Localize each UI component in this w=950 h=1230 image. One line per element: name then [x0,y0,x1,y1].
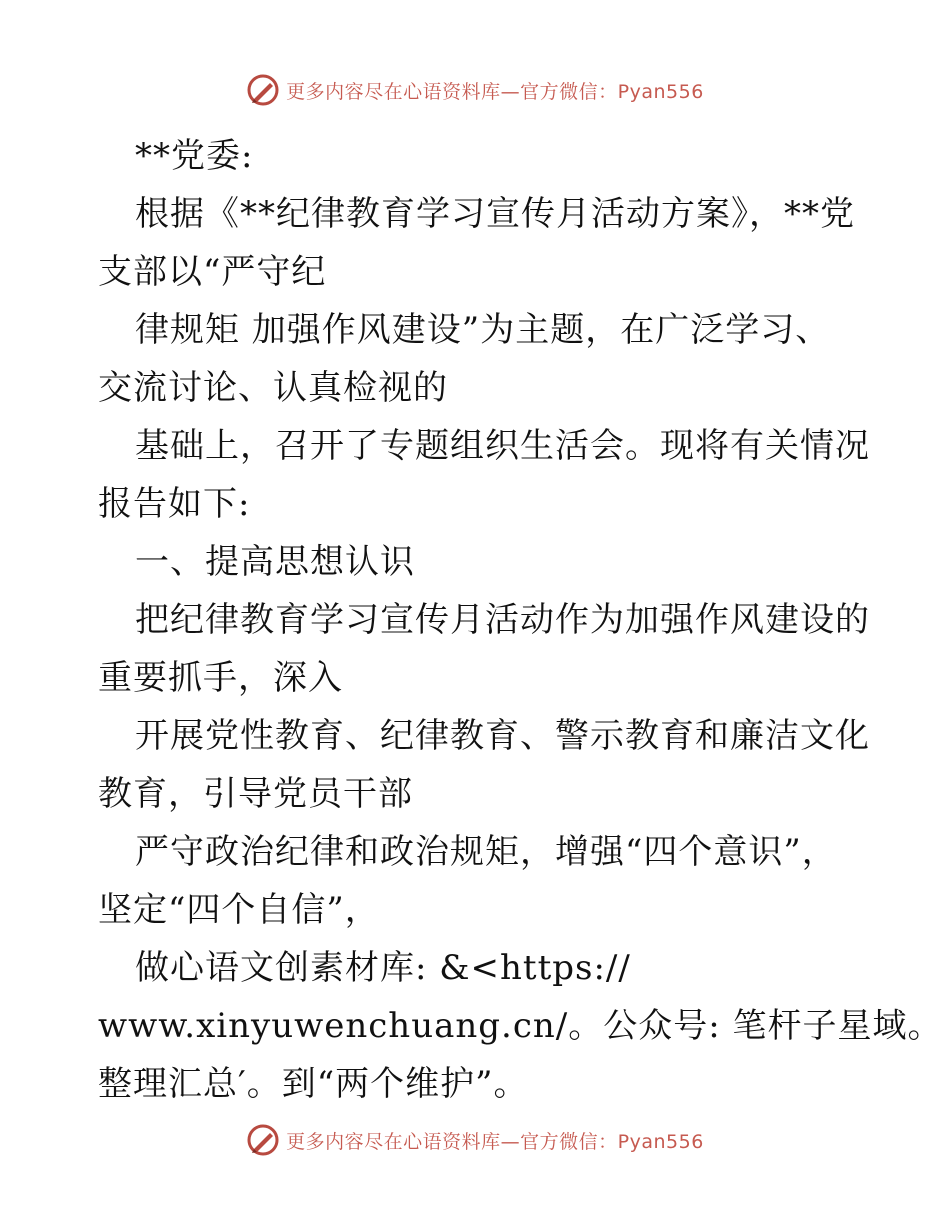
pen-logo-icon [246,1123,280,1157]
section-heading: 一、提高思想认识 [135,542,415,582]
paragraph-line: 基础上，召开了专题组织生活会。现将有关情况 [135,426,870,466]
page-header [0,70,950,110]
paragraph-line: 把纪律教育学习宣传月活动作为加强作风建设的 [135,600,870,640]
paragraph-line: 报告如下: [98,484,251,524]
paragraph-line: 根据《**纪律教育学习宣传月活动方案》，**党 [135,194,855,234]
paragraph-line: 交流讨论、认真检视的 [98,368,448,408]
page-footer [0,1120,950,1160]
paragraph-line: 教育，引导党员干部 [98,774,413,814]
paragraph-line: 整理汇总′。到“两个维护”。 [98,1064,529,1104]
paragraph-line: 律规矩 加强作风建设”为主题，在广泛学习、 [135,310,831,350]
header-banner-text: 更多内容尽在心语资料库—官方微信：Pyan556 [286,80,704,103]
paragraph-line: www.xinyuwenchuang.cn/。公众号: 笔杆子星域。 [98,1006,943,1046]
paragraph-line: 坚定“四个自信”， [98,890,380,930]
paragraph-line: 严守政治纪律和政治规矩，增强“四个意识”， [135,832,837,872]
paragraph-line: 重要抓手，深入 [98,658,343,698]
pen-logo-icon [246,73,280,107]
salutation-line: **党委: [135,136,254,176]
paragraph-line: 开展党性教育、纪律教育、警示教育和廉洁文化 [135,716,870,756]
footer-banner-text: 更多内容尽在心语资料库—官方微信：Pyan556 [286,1130,704,1153]
paragraph-line: 支部以“严守纪 [98,252,327,292]
paragraph-line: 做心语文创素材库: &<https:// [135,948,631,988]
